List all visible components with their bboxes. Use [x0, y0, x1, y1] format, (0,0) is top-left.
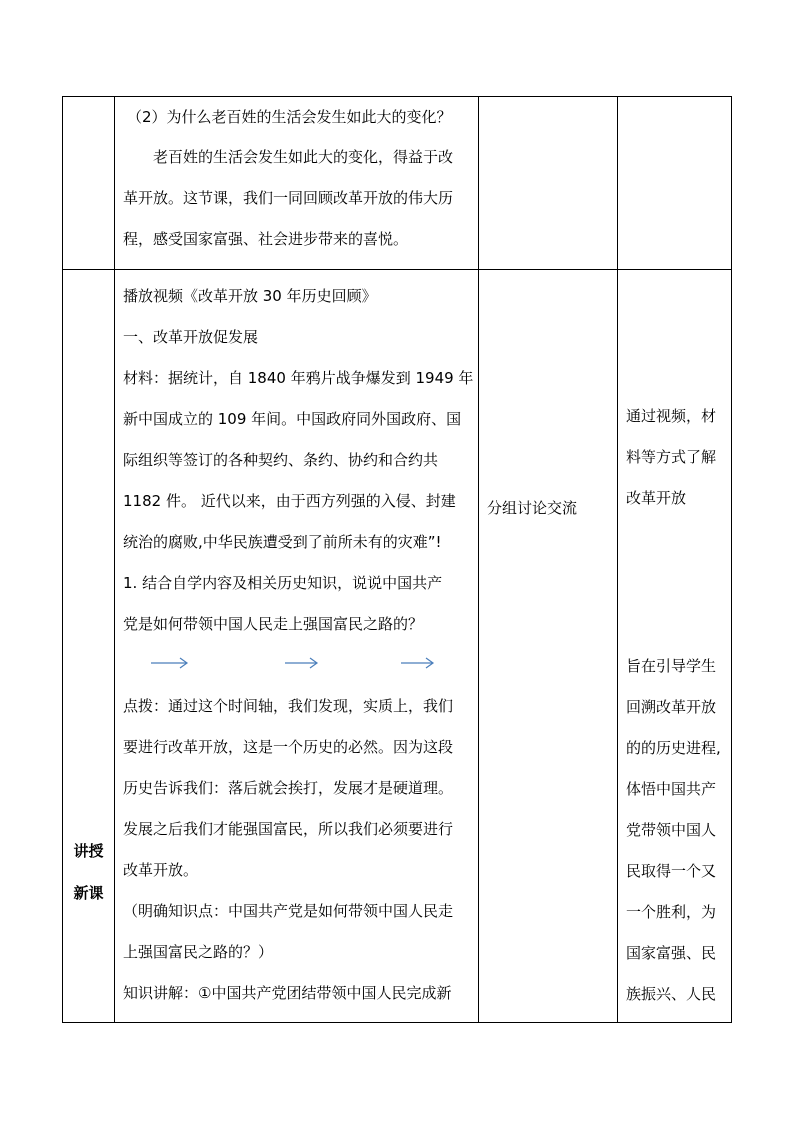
design-intent-line: 一个胜利，为: [626, 903, 717, 921]
student-activity-cell-empty: [479, 97, 618, 270]
answer-line: 程，感受国家富强、社会进步带来的喜悦。: [123, 230, 409, 248]
stage-label: [63, 830, 114, 914]
content-line: 改革开放。: [123, 861, 199, 879]
content-line: 统治的腐败,中华民族遭受到了前所未有的灾难”!: [123, 533, 442, 551]
stage-cell-empty: [63, 97, 115, 270]
table-row: [63, 97, 732, 270]
teaching-content-cell: [115, 270, 479, 1023]
student-activity-cell: [479, 270, 618, 1023]
design-intent-line: 旨在引导学生: [626, 657, 717, 675]
design-intent-line: 国家富强、民: [626, 944, 717, 962]
stage-cell: [63, 270, 115, 1023]
design-intent-line: 的的历史进程,: [626, 739, 721, 757]
question-text: （2）为什么老百姓的生活会发生如此大的变化？: [127, 108, 452, 126]
arrow-right-icon: [151, 657, 189, 669]
design-intent-cell-empty: [618, 97, 732, 270]
knowledge-point-line: 上强国富民之路的？）: [123, 943, 274, 961]
answer-line: 老百姓的生活会发生如此大的变化，得益于改: [153, 148, 454, 166]
content-line: 材料：据统计，自 1840 年鸦片战争爆发到 1949 年: [123, 369, 474, 387]
question-line: 党是如何带领中国人民走上强国富民之路的？: [123, 615, 424, 633]
timeline-arrows: [123, 645, 472, 686]
content-line: 新中国成立的 109 年间。中国政府同外国政府、国: [123, 410, 462, 428]
design-intent-line: 通过视频，材: [626, 407, 717, 425]
content-line: 际组织等签订的各种契约、条约、协约和合约共: [123, 451, 439, 469]
student-activity-text: 分组讨论交流: [487, 499, 578, 517]
content-line: 知识讲解：①中国共产党团结带领中国人民完成新: [123, 984, 452, 1002]
design-intent-line: 体悟中国共产: [626, 780, 717, 798]
answer-line: 革开放。这节课，我们一同回顾改革开放的伟大历: [123, 189, 454, 207]
stage-label-line: 新课: [73, 884, 104, 902]
design-intent-line: 党带领中国人: [626, 821, 717, 839]
content-line: 1182 件。 近代以来，由于西方列强的入侵、封建: [123, 492, 456, 510]
section-heading: 一、改革开放促发展: [123, 328, 259, 346]
content-line: 发展之后我们才能强国富民，所以我们必须要进行: [123, 820, 454, 838]
knowledge-point-line: （明确知识点：中国共产党是如何带领中国人民走: [123, 902, 454, 920]
design-intent-line: 回溯改革开放: [626, 698, 717, 716]
arrow-right-icon: [285, 657, 323, 669]
content-line: 历史告诉我们：落后就会挨打，发展才是硬道理。: [123, 779, 454, 797]
stage-label-line: 讲授: [73, 842, 104, 860]
content-line: 要进行改革开放，这是一个历史的必然。因为这段: [123, 738, 454, 756]
lesson-plan-table: [62, 96, 732, 1023]
table-row: [63, 270, 732, 1023]
question-line: 1. 结合自学内容及相关历史知识，说说中国共产: [123, 574, 443, 592]
content-line: 点拨：通过这个时间轴，我们发现，实质上，我们: [123, 697, 454, 715]
design-intent-line: 改革开放: [626, 489, 687, 507]
design-intent-line: 料等方式了解: [626, 448, 717, 466]
teaching-content-cell: [115, 97, 479, 270]
design-intent-cell: [618, 270, 732, 1023]
content-line: 播放视频《改革开放 30 年历史回顾》: [123, 287, 377, 305]
arrow-right-icon: [401, 657, 439, 669]
design-intent-line: 民取得一个又: [626, 862, 717, 880]
design-intent-block: [626, 646, 721, 1015]
design-intent-block: [626, 396, 716, 519]
design-intent-line: 族振兴、人民: [626, 985, 717, 1003]
